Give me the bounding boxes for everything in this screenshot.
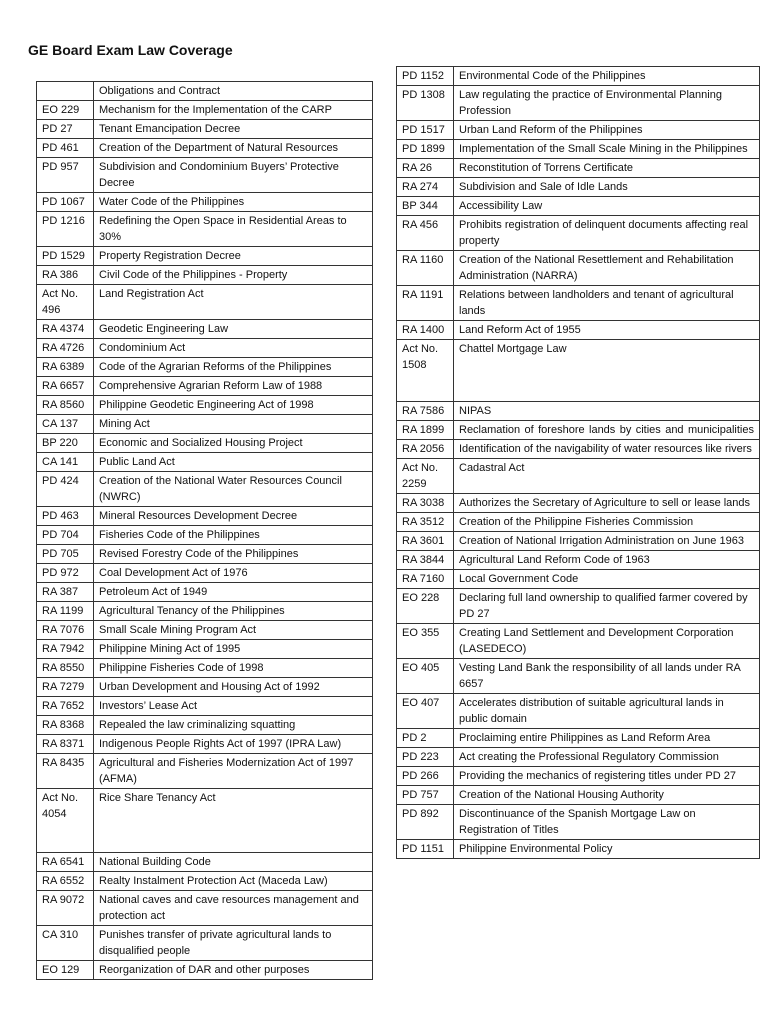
law-description: Realty Instalment Protection Act (Maceda Law) <box>94 872 373 891</box>
law-description: Investors’ Lease Act <box>94 697 373 716</box>
law-description: Agricultural and Fisheries Modernization Act of 1997 (AFMA) <box>94 754 373 789</box>
table-row <box>37 853 373 872</box>
table-row <box>37 564 373 583</box>
table-row <box>37 640 373 659</box>
table-row <box>37 872 373 891</box>
law-description: Creation of the National Water Resources Council (NWRC) <box>94 472 373 507</box>
law-description: Vesting Land Bank the responsibility of all lands under RA 6657 <box>454 659 760 694</box>
law-code: RA 6657 <box>37 377 94 396</box>
law-description: Punishes transfer of private agricultural lands to disqualified people <box>94 926 373 961</box>
law-code: RA 274 <box>397 178 454 197</box>
law-code: RA 6552 <box>37 872 94 891</box>
table-row <box>37 82 373 101</box>
law-code: Act No. 4054 <box>37 789 94 853</box>
table-row <box>397 659 760 694</box>
law-description: Proclaiming entire Philippines as Land Reform Area <box>454 729 760 748</box>
law-description: Agricultural Land Reform Code of 1963 <box>454 551 760 570</box>
law-description: Mechanism for the Implementation of the CARP <box>94 101 373 120</box>
law-code: PD 223 <box>397 748 454 767</box>
law-description: Code of the Agrarian Reforms of the Philippines <box>94 358 373 377</box>
table-row <box>397 197 760 216</box>
table-row <box>37 101 373 120</box>
law-code: PD 1067 <box>37 193 94 212</box>
law-code <box>37 82 94 101</box>
law-code: EO 229 <box>37 101 94 120</box>
table-row <box>397 589 760 624</box>
table-row <box>37 158 373 193</box>
law-code: EO 355 <box>397 624 454 659</box>
law-description: Reconstitution of Torrens Certificate <box>454 159 760 178</box>
table-row <box>397 786 760 805</box>
law-code: PD 704 <box>37 526 94 545</box>
table-row <box>397 494 760 513</box>
table-row <box>37 526 373 545</box>
table-row <box>37 247 373 266</box>
law-description: Relations between landholders and tenant of agricultural lands <box>454 286 760 321</box>
law-code: PD 972 <box>37 564 94 583</box>
law-code: RA 3512 <box>397 513 454 532</box>
law-description: Coal Development Act of 1976 <box>94 564 373 583</box>
law-code: RA 8550 <box>37 659 94 678</box>
law-description: Law regulating the practice of Environmental Planning Profession <box>454 86 760 121</box>
table-row <box>37 735 373 754</box>
law-code: RA 1400 <box>397 321 454 340</box>
table-row <box>37 266 373 285</box>
law-description: Identification of the navigability of water resources like rivers <box>454 440 760 459</box>
law-description: Civil Code of the Philippines - Property <box>94 266 373 285</box>
law-code: RA 7586 <box>397 402 454 421</box>
table-row <box>397 551 760 570</box>
law-code: RA 3601 <box>397 532 454 551</box>
table-row <box>37 659 373 678</box>
law-code: RA 26 <box>397 159 454 178</box>
law-code: PD 892 <box>397 805 454 840</box>
law-description: Philippine Environmental Policy <box>454 840 760 859</box>
law-description: Agricultural Tenancy of the Philippines <box>94 602 373 621</box>
table-row <box>37 339 373 358</box>
law-description: Redefining the Open Space in Residential Areas to 30% <box>94 212 373 247</box>
table-row <box>397 321 760 340</box>
law-code: BP 344 <box>397 197 454 216</box>
law-description: Land Reform Act of 1955 <box>454 321 760 340</box>
table-row <box>397 286 760 321</box>
table-row <box>37 453 373 472</box>
law-description: Fisheries Code of the Philippines <box>94 526 373 545</box>
law-description: Creating Land Settlement and Development Corporation (LASEDECO) <box>454 624 760 659</box>
table-row <box>397 86 760 121</box>
table-row <box>397 140 760 159</box>
law-description: Small Scale Mining Program Act <box>94 621 373 640</box>
law-code: Act No. 1508 <box>397 340 454 402</box>
law-code: RA 1160 <box>397 251 454 286</box>
law-description: Urban Land Reform of the Philippines <box>454 121 760 140</box>
law-description: Authorizes the Secretary of Agriculture to sell or lease lands <box>454 494 760 513</box>
table-row <box>397 459 760 494</box>
law-code: RA 7942 <box>37 640 94 659</box>
table-row <box>37 285 373 320</box>
law-description: Property Registration Decree <box>94 247 373 266</box>
table-row <box>397 840 760 859</box>
law-description: Environmental Code of the Philippines <box>454 67 760 86</box>
law-code: RA 6389 <box>37 358 94 377</box>
law-code: CA 310 <box>37 926 94 961</box>
law-description: Tenant Emancipation Decree <box>94 120 373 139</box>
table-row <box>397 402 760 421</box>
law-description: Philippine Fisheries Code of 1998 <box>94 659 373 678</box>
law-description: Economic and Socialized Housing Project <box>94 434 373 453</box>
law-description: Chattel Mortgage Law <box>454 340 760 402</box>
law-code: CA 141 <box>37 453 94 472</box>
law-code: RA 6541 <box>37 853 94 872</box>
table-row <box>397 216 760 251</box>
law-code: RA 7652 <box>37 697 94 716</box>
law-table-left-body <box>37 82 373 980</box>
law-description: Condominium Act <box>94 339 373 358</box>
law-code: RA 2056 <box>397 440 454 459</box>
table-row <box>397 767 760 786</box>
law-description: Creation of the National Resettlement and Rehabilitation Administration (NARRA) <box>454 251 760 286</box>
table-row <box>37 602 373 621</box>
table-row <box>37 716 373 735</box>
law-code: PD 1529 <box>37 247 94 266</box>
law-description: Discontinuance of the Spanish Mortgage Law on Registration of Titles <box>454 805 760 840</box>
table-row <box>37 396 373 415</box>
law-description: Prohibits registration of delinquent documents affecting real property <box>454 216 760 251</box>
law-code: EO 405 <box>397 659 454 694</box>
table-row <box>397 421 760 440</box>
law-code: Act No. 2259 <box>397 459 454 494</box>
law-description: Philippine Geodetic Engineering Act of 1998 <box>94 396 373 415</box>
table-row <box>37 621 373 640</box>
law-code: RA 8368 <box>37 716 94 735</box>
table-row <box>37 891 373 926</box>
law-code: PD 1216 <box>37 212 94 247</box>
table-row <box>37 377 373 396</box>
law-code: RA 3038 <box>397 494 454 513</box>
table-row <box>37 697 373 716</box>
table-row <box>397 624 760 659</box>
law-description: Providing the mechanics of registering titles under PD 27 <box>454 767 760 786</box>
law-description: Implementation of the Small Scale Mining in the Philippines <box>454 140 760 159</box>
law-code: PD 424 <box>37 472 94 507</box>
law-code: RA 7279 <box>37 678 94 697</box>
law-description: Revised Forestry Code of the Philippines <box>94 545 373 564</box>
table-row <box>37 320 373 339</box>
law-description: Obligations and Contract <box>94 82 373 101</box>
law-code: RA 1899 <box>397 421 454 440</box>
law-code: RA 387 <box>37 583 94 602</box>
law-code: EO 407 <box>397 694 454 729</box>
law-description: Petroleum Act of 1949 <box>94 583 373 602</box>
law-code: PD 1517 <box>397 121 454 140</box>
table-row <box>397 440 760 459</box>
law-code: PD 705 <box>37 545 94 564</box>
law-description: Local Government Code <box>454 570 760 589</box>
law-description: Repealed the law criminalizing squatting <box>94 716 373 735</box>
law-table-right-body <box>397 67 760 859</box>
law-description: Cadastral Act <box>454 459 760 494</box>
law-description: Geodetic Engineering Law <box>94 320 373 339</box>
table-row <box>397 532 760 551</box>
law-code: RA 386 <box>37 266 94 285</box>
table-row <box>37 120 373 139</box>
table-row <box>397 513 760 532</box>
law-description: Water Code of the Philippines <box>94 193 373 212</box>
law-table-left <box>36 81 373 980</box>
table-row <box>397 805 760 840</box>
table-row <box>37 193 373 212</box>
table-row <box>397 694 760 729</box>
law-code: PD 1151 <box>397 840 454 859</box>
law-code: RA 3844 <box>397 551 454 570</box>
table-row <box>397 340 760 402</box>
law-description: Indigenous People Rights Act of 1997 (IPRA Law) <box>94 735 373 754</box>
law-description: Subdivision and Sale of Idle Lands <box>454 178 760 197</box>
law-description: Creation of the Philippine Fisheries Commission <box>454 513 760 532</box>
table-row <box>397 159 760 178</box>
law-code: RA 1191 <box>397 286 454 321</box>
law-description: Philippine Mining Act of 1995 <box>94 640 373 659</box>
law-description: Comprehensive Agrarian Reform Law of 1988 <box>94 377 373 396</box>
page-title: GE Board Exam Law Coverage <box>28 42 233 58</box>
table-row <box>397 121 760 140</box>
law-code: PD 463 <box>37 507 94 526</box>
law-description: National Building Code <box>94 853 373 872</box>
law-code: PD 957 <box>37 158 94 193</box>
law-description: Reorganization of DAR and other purposes <box>94 961 373 980</box>
law-description: Creation of the Department of Natural Resources <box>94 139 373 158</box>
law-code: Act No. 496 <box>37 285 94 320</box>
table-row <box>37 415 373 434</box>
law-description: Act creating the Professional Regulatory Commission <box>454 748 760 767</box>
law-description: Subdivision and Condominium Buyers’ Protective Decree <box>94 158 373 193</box>
law-code: PD 27 <box>37 120 94 139</box>
law-code: BP 220 <box>37 434 94 453</box>
law-code: PD 757 <box>397 786 454 805</box>
table-row <box>37 583 373 602</box>
law-description: National caves and cave resources management and protection act <box>94 891 373 926</box>
law-code: CA 137 <box>37 415 94 434</box>
table-row <box>397 729 760 748</box>
law-description: Reclamation of foreshore lands by cities and municipalities <box>454 421 760 440</box>
law-code: RA 1199 <box>37 602 94 621</box>
law-description: Creation of National Irrigation Administration on June 1963 <box>454 532 760 551</box>
table-row <box>37 926 373 961</box>
table-row <box>37 961 373 980</box>
law-description: Rice Share Tenancy Act <box>94 789 373 853</box>
table-row <box>37 212 373 247</box>
law-code: RA 4726 <box>37 339 94 358</box>
law-code: PD 1308 <box>397 86 454 121</box>
law-description: Urban Development and Housing Act of 1992 <box>94 678 373 697</box>
law-description: Public Land Act <box>94 453 373 472</box>
table-row <box>397 251 760 286</box>
table-row <box>37 358 373 377</box>
table-row <box>37 678 373 697</box>
law-description: Creation of the National Housing Authority <box>454 786 760 805</box>
law-description: Mineral Resources Development Decree <box>94 507 373 526</box>
law-code: PD 2 <box>397 729 454 748</box>
law-code: PD 1899 <box>397 140 454 159</box>
law-code: RA 8371 <box>37 735 94 754</box>
law-code: RA 7160 <box>397 570 454 589</box>
law-code: RA 7076 <box>37 621 94 640</box>
law-code: PD 266 <box>397 767 454 786</box>
law-description: Accelerates distribution of suitable agricultural lands in public domain <box>454 694 760 729</box>
law-code: RA 456 <box>397 216 454 251</box>
law-description: Mining Act <box>94 415 373 434</box>
law-description: Declaring full land ownership to qualified farmer covered by PD 27 <box>454 589 760 624</box>
law-code: PD 461 <box>37 139 94 158</box>
law-table-right <box>396 66 760 859</box>
law-code: RA 9072 <box>37 891 94 926</box>
law-description: NIPAS <box>454 402 760 421</box>
table-row <box>37 789 373 853</box>
law-code: RA 8560 <box>37 396 94 415</box>
law-code: EO 129 <box>37 961 94 980</box>
table-row <box>37 545 373 564</box>
law-description: Land Registration Act <box>94 285 373 320</box>
table-row <box>397 67 760 86</box>
table-row <box>37 472 373 507</box>
table-row <box>397 748 760 767</box>
law-description: Accessibility Law <box>454 197 760 216</box>
table-row <box>37 507 373 526</box>
law-code: EO 228 <box>397 589 454 624</box>
table-row <box>397 570 760 589</box>
law-code: RA 8435 <box>37 754 94 789</box>
table-row <box>37 434 373 453</box>
law-code: RA 4374 <box>37 320 94 339</box>
table-row <box>37 754 373 789</box>
table-row <box>37 139 373 158</box>
law-code: PD 1152 <box>397 67 454 86</box>
table-row <box>397 178 760 197</box>
